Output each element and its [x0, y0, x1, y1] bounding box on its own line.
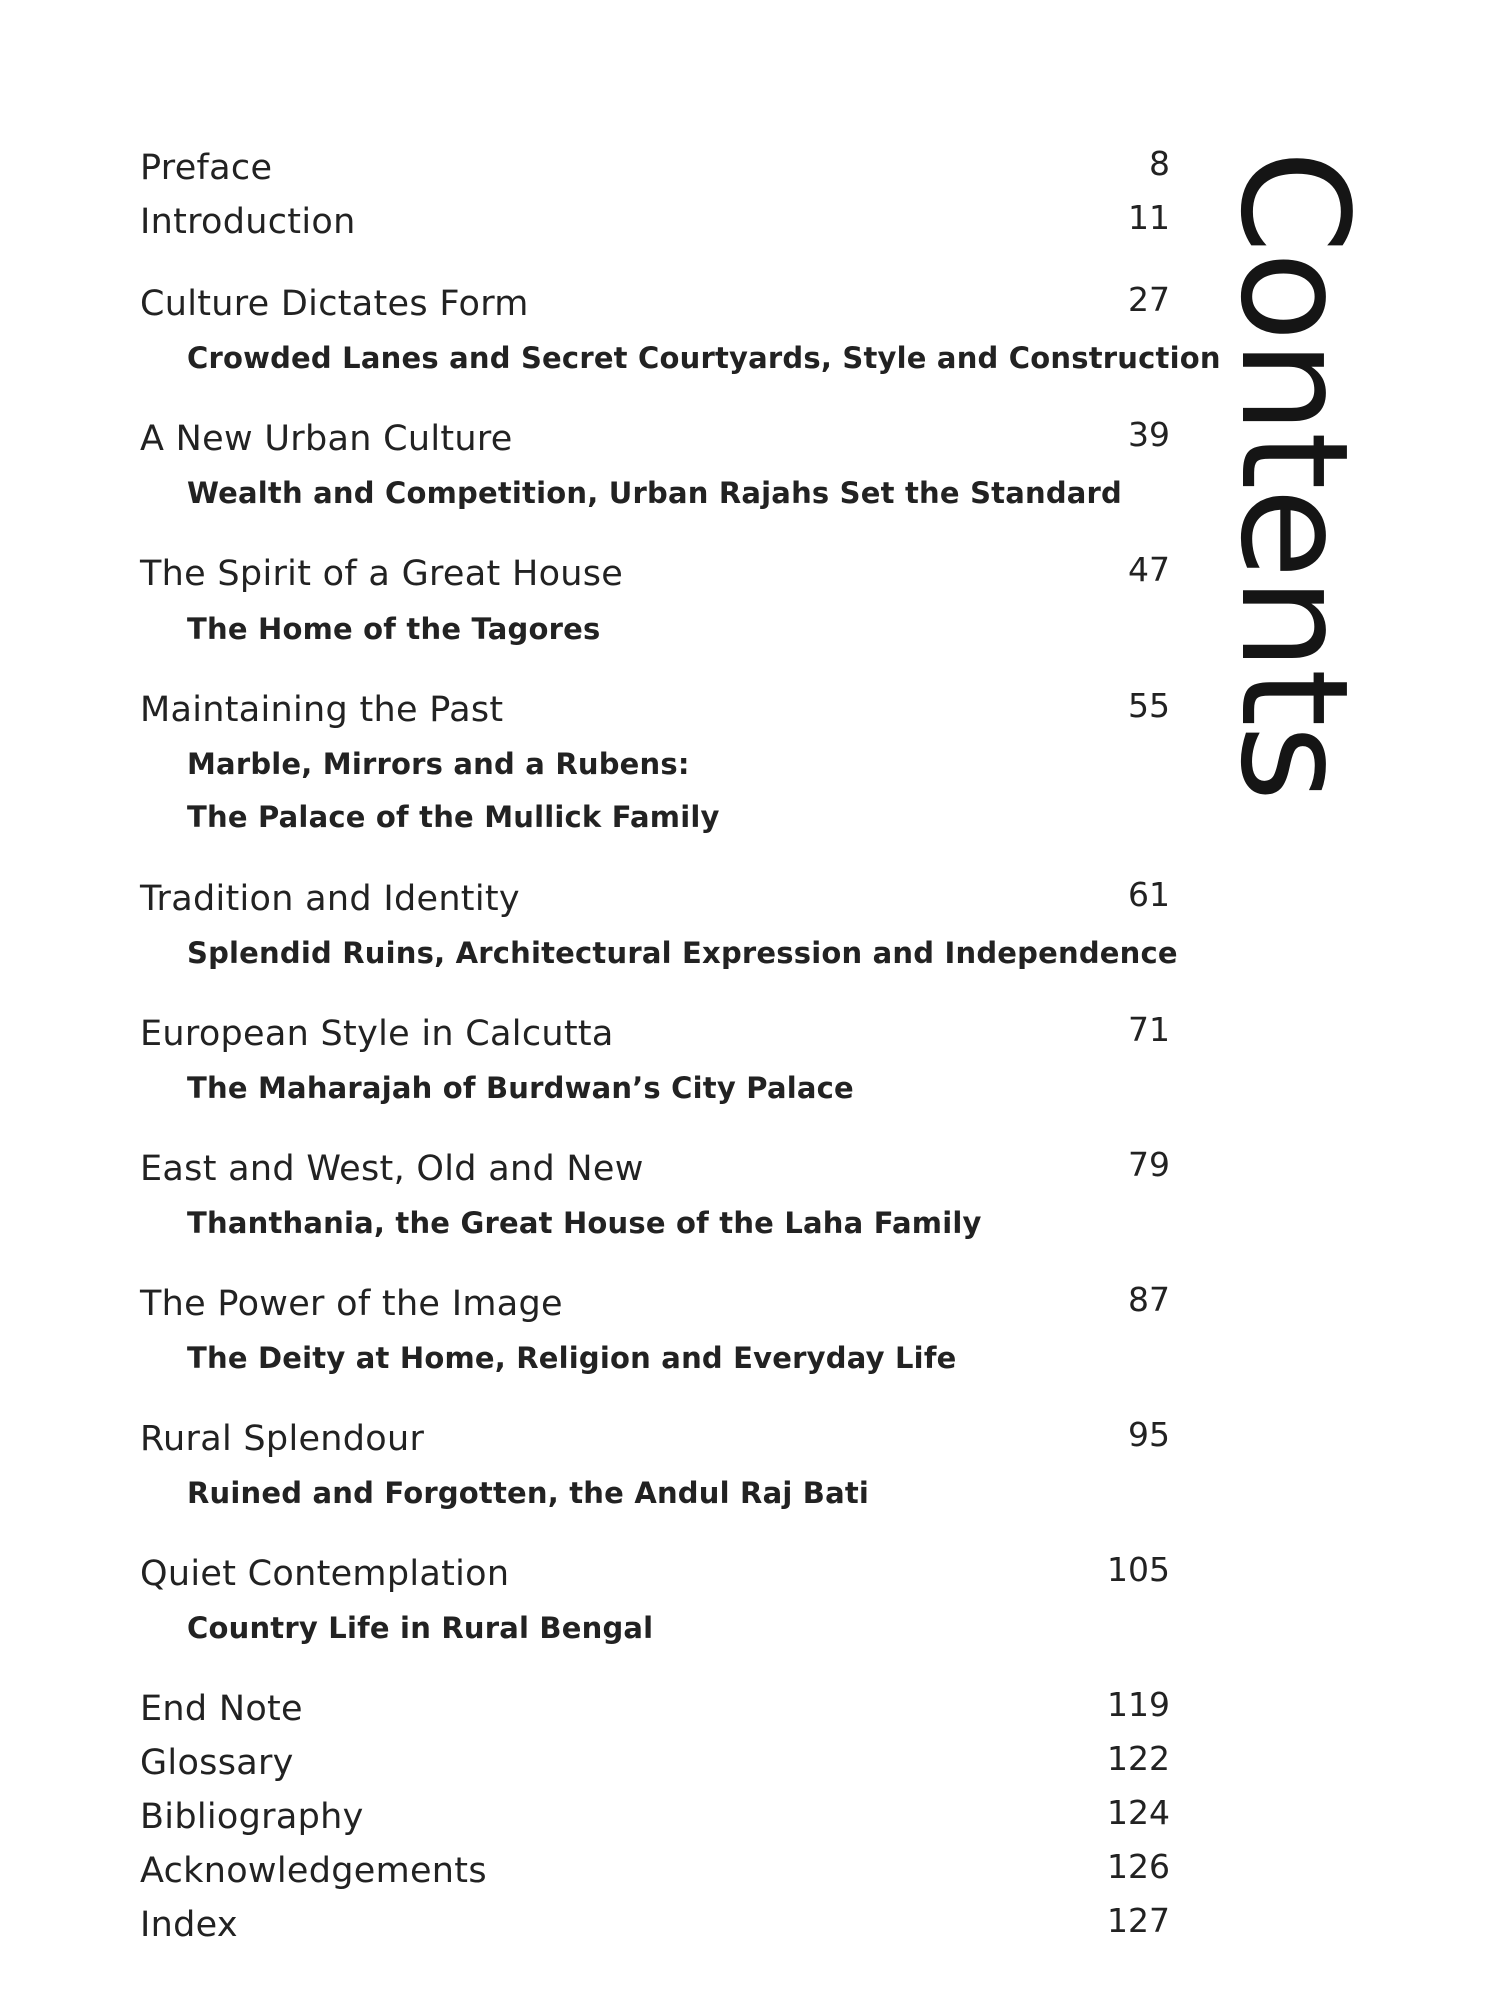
- chapter-page-number: 55: [1128, 686, 1170, 725]
- entry-page-number: 127: [1107, 1901, 1170, 1940]
- entry-page-number: 126: [1107, 1847, 1170, 1886]
- chapter-title: Maintaining the Past: [140, 690, 504, 730]
- entry-title: Glossary: [140, 1743, 294, 1783]
- entry-page-number: 11: [1128, 198, 1170, 237]
- toc-chapter-3[interactable]: [140, 550, 1170, 610]
- entry-page-number: 119: [1107, 1685, 1170, 1724]
- chapter-title: A New Urban Culture: [140, 419, 513, 459]
- entry-title: Preface: [140, 148, 273, 188]
- chapter-page-number: 87: [1128, 1280, 1170, 1319]
- entry-page-number: 124: [1107, 1793, 1170, 1832]
- chapter-title: European Style in Calcutta: [140, 1014, 614, 1054]
- toc-entry-end-note[interactable]: [140, 1685, 1170, 1745]
- chapter-page-number: 39: [1128, 415, 1170, 454]
- toc-chapter-4[interactable]: [140, 686, 1170, 746]
- toc-chapter-7[interactable]: [140, 1145, 1170, 1205]
- chapter-6-subtitle: The Maharajah of Burdwan’s City Palace: [187, 1071, 854, 1105]
- chapter-page-number: 105: [1107, 1550, 1170, 1589]
- chapter-4-subtitle: The Palace of the Mullick Family: [187, 800, 720, 834]
- chapter-2-subtitle: Wealth and Competition, Urban Rajahs Set the Standard: [187, 476, 1123, 510]
- page-heading: [1208, 150, 1380, 800]
- entry-title: Introduction: [140, 202, 356, 242]
- entry-page-number: 8: [1149, 144, 1170, 183]
- chapter-8-subtitle: The Deity at Home, Religion and Everyday Life: [187, 1341, 957, 1375]
- entry-title: Acknowledgements: [140, 1851, 487, 1891]
- chapter-page-number: 27: [1128, 280, 1170, 319]
- toc-entry-index[interactable]: [140, 1901, 1170, 1961]
- chapter-title: The Spirit of a Great House: [140, 554, 624, 594]
- chapter-page-number: 71: [1128, 1010, 1170, 1049]
- toc-entry-bibliography[interactable]: [140, 1793, 1170, 1853]
- chapter-title: Tradition and Identity: [140, 879, 520, 919]
- entry-title: Index: [140, 1905, 238, 1945]
- chapter-title: East and West, Old and New: [140, 1149, 644, 1189]
- toc-chapter-2[interactable]: [140, 415, 1170, 475]
- entry-title: End Note: [140, 1689, 303, 1729]
- chapter-10-subtitle: Country Life in Rural Bengal: [187, 1611, 654, 1645]
- toc-entry-introduction[interactable]: [140, 198, 1170, 258]
- entry-page-number: 122: [1107, 1739, 1170, 1778]
- chapter-5-subtitle: Splendid Ruins, Architectural Expression and Independence: [187, 936, 1178, 970]
- toc-entry-acknowledgements[interactable]: [140, 1847, 1170, 1907]
- chapter-page-number: 47: [1128, 550, 1170, 589]
- toc-chapter-1[interactable]: [140, 280, 1170, 340]
- chapter-title: Quiet Contemplation: [140, 1554, 510, 1594]
- toc-chapter-6[interactable]: [140, 1010, 1170, 1070]
- chapter-3-subtitle: The Home of the Tagores: [187, 612, 601, 646]
- toc-chapter-5[interactable]: [140, 875, 1170, 935]
- toc-entry-glossary[interactable]: [140, 1739, 1170, 1799]
- toc-chapter-8[interactable]: [140, 1280, 1170, 1340]
- chapter-title: Rural Splendour: [140, 1419, 425, 1459]
- entry-title: Bibliography: [140, 1797, 364, 1837]
- chapter-7-subtitle: Thanthania, the Great House of the Laha Family: [187, 1206, 982, 1240]
- chapter-1-subtitle: Crowded Lanes and Secret Courtyards, Style and Construction: [187, 341, 1221, 375]
- toc-chapter-9[interactable]: [140, 1415, 1170, 1475]
- chapter-page-number: 95: [1128, 1415, 1170, 1454]
- chapter-4-subtitle: Marble, Mirrors and a Rubens:: [187, 747, 690, 781]
- chapter-title: The Power of the Image: [140, 1284, 563, 1324]
- chapter-title: Culture Dictates Form: [140, 284, 529, 324]
- toc-entry-preface[interactable]: [140, 144, 1170, 204]
- chapter-page-number: 61: [1128, 875, 1170, 914]
- chapter-page-number: 79: [1128, 1145, 1170, 1184]
- contents-heading: Contents: [1208, 150, 1380, 800]
- toc-chapter-10[interactable]: [140, 1550, 1170, 1610]
- chapter-9-subtitle: Ruined and Forgotten, the Andul Raj Bati: [187, 1476, 870, 1510]
